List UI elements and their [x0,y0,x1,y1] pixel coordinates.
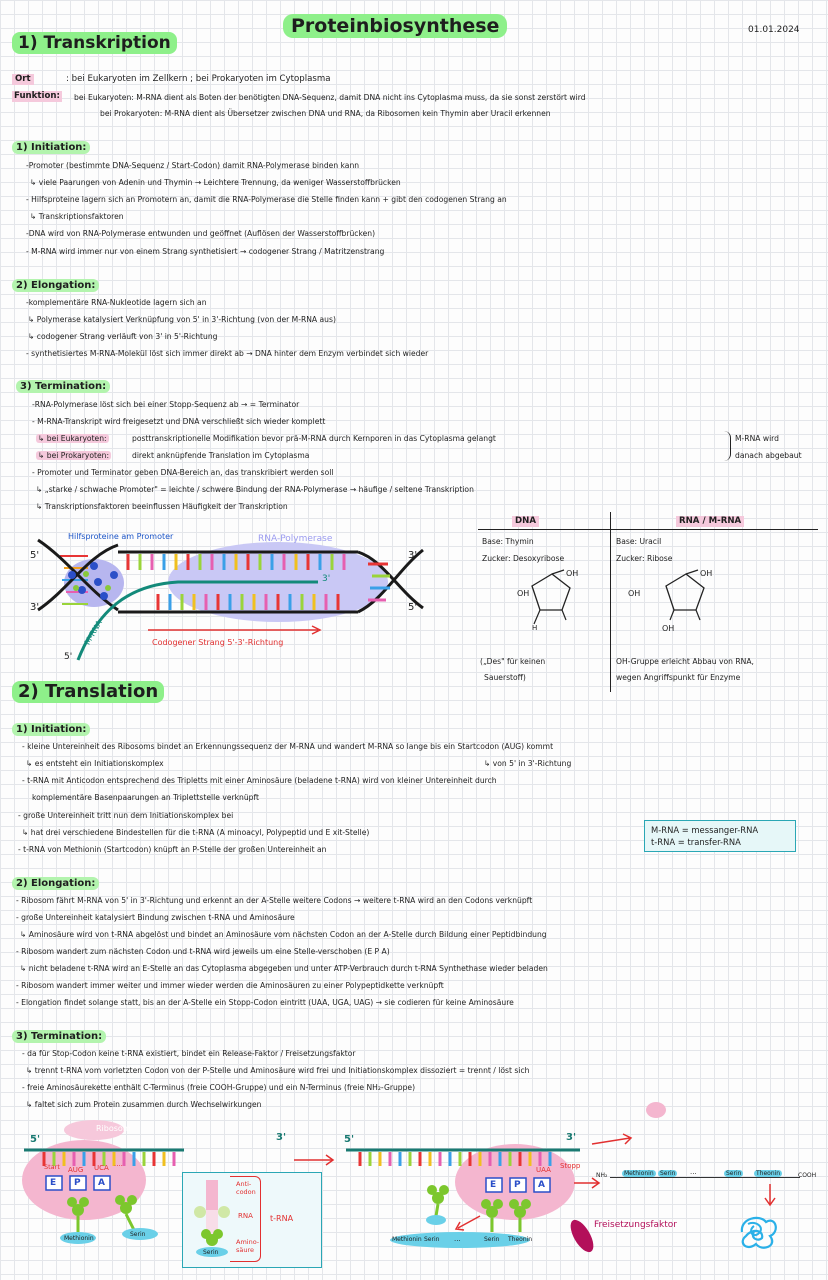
chain-item: Serin [424,1236,440,1243]
rna-oh-top: OH [700,569,713,578]
site-a: A [538,1180,545,1190]
table-header-rna: RNA / M-RNA [676,516,744,527]
dna-note: („Des" für keinen [480,657,546,666]
elongation-2-title: 2) Elongation: [12,877,99,890]
ini2-line: ↳ es entsteht ein Initiationskomplex [26,759,164,768]
ter1-line: -RNA-Polymerase löst sich bei einer Stopp-Sequenz ab → = Terminator [32,400,300,409]
label-3prime: 3' [566,1132,577,1143]
ter1-euk-key: ↳ bei Eukaryoten: [38,434,107,443]
funktion-line-2: bei Prokaryoten: M-RNA dient als Übersetzer zwischen DNA und RNA, da Ribosomen kein Thymin aber Uracil erkennen [100,109,551,118]
ter2-line: - da für Stop-Codon keine t-RNA existiert, bindet ein Release-Faktor / Freisetzungsfaktor [22,1049,356,1058]
label-nh2: NH₂ [596,1172,608,1179]
ini1-line: - Hilfsproteine lagern sich an Promotern an, damit die RNA-Polymerase die Stelle finden kann + gibt den codogenen Strang an [26,195,507,204]
label-5prime-rna: 5' [64,652,73,662]
trna-icon [192,1176,232,1260]
ini1-line: -DNA wird von RNA-Polymerase entwunden und geöffnet (Auflösen der Wasserstoffbrücken) [26,229,376,238]
rna-note: OH-Gruppe erleicht Abbau von RNA, [616,657,754,666]
label-5prime: 5' [408,602,418,613]
section-translation-title: 2) Translation [12,681,164,703]
label-dots: .... [114,1160,123,1168]
rna-note: wegen Angriffspunkt für Enzyme [616,673,741,682]
brace [724,431,731,461]
elongation-1-title: 2) Elongation: [12,279,99,292]
folded-protein-icon [736,1212,782,1252]
funktion-line-1: bei Eukaryoten: M-RNA dient als Boten der benötigten DNA-Sequenz, damit DNA nicht ins Cytoplasma muss, da sie sonst zerstört wird [74,93,586,102]
label-aminosaeure: Amino-säure [236,1238,260,1254]
section-transkription-title: 1) Transkription [12,32,177,54]
termination-2-title: 3) Termination: [12,1030,106,1043]
label-aug: AUG [68,1166,84,1174]
ini2-line: - t-RNA von Methionin (Startcodon) knüpft an P-Stelle der großen Untereinheit an [18,845,327,854]
label-serin-box: Serin [203,1249,219,1256]
ini1-line: ↳ viele Paarungen von Adenin und Thymin → Leichtere Trennung, da weniger Wasserstoffbrücken [30,178,401,187]
ter1-pro-key: ↳ bei Prokaryoten: [38,451,110,460]
label-trna: t-RNA [270,1214,294,1223]
ribosom-subunit [646,1102,666,1118]
label-uaa: UAA [536,1166,551,1174]
ter1-line: ↳ Transkriptionsfaktoren beeinflussen Häufigkeit der Transkription [36,502,288,511]
ini1-line: ↳ Transkriptionsfaktoren [30,212,124,221]
date: 01.01.2024 [748,25,800,35]
table-divider [610,512,611,692]
label-5prime: 5' [30,1134,41,1145]
ini2-line: ↳ von 5' in 3'-Richtung [484,759,572,768]
rna-oh-left: OH [628,589,641,598]
translation-diagram-right [340,1120,600,1260]
elo2-line: ↳ nicht beladene t-RNA wird an E-Stelle an das Cytoplasma abgegeben und unter ATP-Verbrauch durch t-RNA Synthethase wieder beladen [20,964,548,973]
label-codogener-strang: Codogener Strang 5'-3'-Richtung [152,638,284,647]
initiation-2-title: 1) Initiation: [12,723,90,736]
page-title: Proteinbiosynthese [283,14,507,38]
ini2-line: ↳ hat drei verschiedene Bindestellen für die t-RNA (A minoacyl, Polypeptid und E xit-Stelle) [22,828,370,837]
transcription-diagram [28,530,448,670]
label-serin: Serin [130,1231,146,1238]
elo1-line: ↳ codogener Strang verläuft von 3' in 5'-Richtung [28,332,218,341]
label-rna-polymerase: RNA-Polymerase [258,534,333,544]
label-stopp: Stopp [560,1162,581,1170]
ini2-line: komplementäre Basenpaarungen an Triplettstelle verknüpft [32,793,259,802]
rna-base: Base: Uracil [616,537,662,546]
label-3prime: 3' [276,1132,287,1143]
dna-note: Sauerstoff) [484,673,526,682]
funktion-key: Funktion: [14,91,60,101]
arrow-icon [590,1132,634,1148]
ter1-line: - Promoter und Terminator geben DNA-Bereich an, das transkribiert werden soll [32,468,334,477]
ini2-line: - kleine Untereinheit des Ribosoms bindet an Erkennungssequenz der M-RNA und wandert M-RNA so lange bis ein Startcodon (AUG) kommt [22,742,554,751]
brace-text: danach abgebaut [735,451,802,460]
dna-zucker: Zucker: Desoxyribose [482,554,565,563]
label-hilfsproteine: Hilfsproteine am Promoter [68,532,174,541]
ter2-line: ↳ trennt t-RNA vom vorletzten Codon von der P-Stelle und Aminosäure wird frei und Initiationskomplex dissoziert = trennt / löst sich [26,1066,530,1075]
arrow-icon [760,1182,780,1208]
chain-item: ... [454,1235,461,1243]
label-freisetzungsfaktor: Freisetzungsfaktor [594,1220,677,1230]
label-3prime: 3' [408,550,418,561]
label-5prime: 5' [344,1134,355,1145]
ort-key: Ort [12,74,34,85]
chain-item: Theonin [508,1236,533,1243]
site-p: P [514,1180,521,1190]
chain2-item: Serin [726,1170,742,1177]
ter1-line: - M-RNA-Transkript wird freigesetzt und DNA verschließt sich wieder komplett [32,417,326,426]
label-rna: RNA [238,1212,253,1220]
ter1-euk-text: posttranskriptionelle Modifikation bevor prä-M-RNA durch Kernporen in das Cytoplasma gelangt [132,434,496,443]
termination-1-title: 3) Termination: [16,380,110,393]
note-mrna: M-RNA = messanger-RNA [651,825,759,835]
elo2-line: - große Untereinheit katalysiert Bindung zwischen t-RNA und Aminosäure [16,913,295,922]
abbreviation-note [644,820,796,852]
dna-h: H [532,624,538,632]
initiation-1-title: 1) Initiation: [12,141,90,154]
chain-item: Serin [484,1236,500,1243]
elo1-line: -komplementäre RNA-Nukleotide lagern sich an [26,298,207,307]
label-cooh: COOH [798,1172,817,1179]
chain2-item: ... [690,1168,697,1176]
label-5prime: 5' [30,550,40,561]
chain-item: Methionin [392,1236,422,1243]
rna-zucker: Zucker: Ribose [616,554,673,563]
polypeptide-chain [610,1177,800,1178]
rna-oh-bottom: OH [662,624,675,633]
label-ribosom: Ribosom [96,1124,131,1133]
dna-oh-left: OH [517,589,530,598]
ini2-line: - große Untereinheit tritt nun dem Initiationskomplex bei [18,811,234,820]
label-anticodon: Anti-codon [236,1180,256,1196]
label-mrna: M-RNA [82,618,105,647]
chain2-item: Serin [660,1170,676,1177]
ini2-line: - t-RNA mit Anticodon entsprechend des Tripletts mit einer Aminosäure (beladene t-RNA) wird von kleiner Untereinheit durch [22,776,497,785]
ini1-line: - M-RNA wird immer nur von einem Strang synthetisiert → codogener Strang / Matritzenstrang [26,247,385,256]
note-trna: t-RNA = transfer-RNA [651,837,741,847]
elo2-line: - Ribosom wandert zum nächsten Codon und t-RNA wird jeweils um eine Stelle-verschoben (E P A) [16,947,390,956]
dna-base: Base: Thymin [482,537,534,546]
site-p: P [74,1178,81,1188]
chain2-item: Theonin [756,1170,781,1177]
ini1-line: -Promoter (bestimmte DNA-Sequenz / Start-Codon) damit RNA-Polymerase binden kann [26,161,360,170]
label-start: Start [44,1163,60,1171]
ter2-line: ↳ faltet sich zum Protein zusammen durch Wechselwirkungen [26,1100,262,1109]
ter2-line: - freie Aminosäurekette enthält C-Terminus (freie COOH-Gruppe) und ein N-Terminus (freie NH₂-Gruppe) [22,1083,416,1092]
site-e: E [50,1178,57,1188]
elo1-line: ↳ Polymerase katalysiert Verknüpfung von 5' in 3'-Richtung (von der M-RNA aus) [28,315,336,324]
ter1-pro-text: direkt anknüpfende Translation im Cytoplasma [132,451,310,460]
label-3prime: 3' [30,602,40,613]
label-3prime-rna: 3' [322,574,331,584]
elo2-line: - Ribosom fährt M-RNA von 5' in 3'-Richtung und erkennt an der A-Stelle weitere Codons → weitere t-RNA wird an den Codons verknüpft [16,896,533,905]
label-uca: UCA [94,1164,109,1172]
ter1-line: ↳ „starke / schwache Promoter" = leichte / schwere Bindung der RNA-Polymerase → häufige / seltene Transkription [36,485,474,494]
elo2-line: ↳ Aminosäure wird von t-RNA abgelöst und bindet an Aminosäure vom nächsten Codon an der A-Stelle durch Bildung einer Peptidbindung [20,930,547,939]
ort-text: : bei Eukaryoten im Zellkern ; bei Prokaryoten im Cytoplasma [66,74,331,84]
elo1-line: - synthetisiertes M-RNA-Molekül löst sich immer direkt ab → DNA hinter dem Enzym verbindet sich wieder [26,349,429,358]
brace-text: M-RNA wird [735,434,779,443]
site-e: E [490,1180,497,1190]
elo2-line: - Ribosom wandert immer weiter und immer wieder werden die Aminosäuren zu einer Polypeptidkette verknüpft [16,981,444,990]
arrow-icon [292,1152,336,1168]
table-header-dna: DNA [512,516,539,527]
label-methionin: Methionin [64,1235,94,1242]
table-header-line [478,529,818,530]
dna-oh-top: OH [566,569,579,578]
elo2-line: - Elongation findet solange statt, bis an der A-Stelle ein Stopp-Codon eintritt (UAA, UGA, UAG) → sie codieren für keine Aminosäure [16,998,514,1007]
chain2-item: Methionin [624,1170,654,1177]
site-a: A [98,1178,105,1188]
